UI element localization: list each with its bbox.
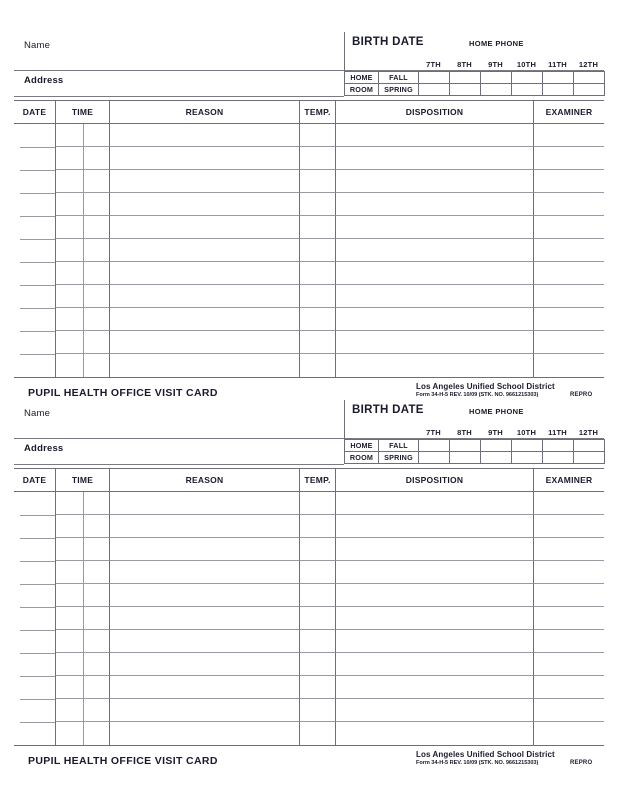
visit-cell-examiner[interactable] [534, 285, 604, 308]
visit-cell-time[interactable] [56, 285, 110, 308]
visit-cell-date[interactable] [14, 147, 56, 170]
visit-cell-disposition[interactable] [336, 147, 534, 170]
home-fall-row [345, 72, 605, 84]
visits-table-header [14, 469, 604, 492]
visit-cell-disposition[interactable] [336, 216, 534, 239]
visit-cell-date[interactable] [14, 308, 56, 331]
visit-cell-date[interactable] [14, 216, 56, 239]
visit-cell-examiner[interactable] [534, 262, 604, 285]
home-room-spring-12th[interactable] [574, 452, 605, 464]
visit-cell-reason[interactable] [110, 124, 300, 147]
visit-cell-examiner[interactable] [534, 170, 604, 193]
visit-cell-date[interactable] [14, 193, 56, 216]
home-phone-label: HOME PHONE [469, 407, 524, 416]
spring-label: SPRING [379, 84, 419, 96]
visit-cell-reason[interactable] [110, 538, 300, 561]
visit-cell-temp[interactable] [300, 584, 336, 607]
home-label: HOME [345, 440, 379, 452]
visit-cell-time[interactable] [56, 515, 110, 538]
table-row [14, 584, 604, 607]
visit-cell-disposition[interactable] [336, 653, 534, 676]
visits-table [14, 100, 604, 378]
visit-cell-time[interactable] [56, 561, 110, 584]
visit-cell-time[interactable] [56, 538, 110, 561]
table-row [14, 492, 604, 515]
visit-cell-reason[interactable] [110, 722, 300, 745]
visit-cell-disposition[interactable] [336, 262, 534, 285]
visit-card [14, 398, 604, 776]
grade-header-11th: 11TH [548, 60, 567, 69]
home-room-fall-8th[interactable] [450, 72, 481, 84]
home-room-spring-8th[interactable] [450, 84, 481, 96]
visit-cell-disposition[interactable] [336, 515, 534, 538]
visit-cell-time[interactable] [56, 216, 110, 239]
visit-cell-date[interactable] [14, 170, 56, 193]
visit-cell-examiner[interactable] [534, 699, 604, 722]
column-header-examiner: EXAMINER [545, 107, 593, 117]
identity-block [14, 30, 604, 100]
visits-table-body [14, 492, 604, 745]
birthdate-divider [344, 400, 345, 444]
visit-cell-reason[interactable] [110, 262, 300, 285]
visit-cell-date[interactable] [14, 538, 56, 561]
visit-cell-temp[interactable] [300, 262, 336, 285]
table-row [14, 630, 604, 653]
grade-header-row [418, 60, 604, 69]
visit-cell-disposition[interactable] [336, 699, 534, 722]
visit-cell-examiner[interactable] [534, 630, 604, 653]
visit-cell-time[interactable] [56, 262, 110, 285]
visit-cell-reason[interactable] [110, 699, 300, 722]
visit-cell-temp[interactable] [300, 492, 336, 515]
table-row [14, 331, 604, 354]
visit-cell-examiner[interactable] [534, 354, 604, 377]
home-room-grid [344, 439, 605, 464]
visit-cell-reason[interactable] [110, 676, 300, 699]
visit-cell-temp[interactable] [300, 538, 336, 561]
grade-header-12th: 12TH [578, 428, 599, 437]
visit-cell-time[interactable] [56, 653, 110, 676]
visit-cell-disposition[interactable] [336, 538, 534, 561]
visit-cell-time[interactable] [56, 607, 110, 630]
column-header-time: TIME [56, 101, 110, 123]
visit-cell-reason[interactable] [110, 584, 300, 607]
visit-cell-reason[interactable] [110, 216, 300, 239]
table-row [14, 124, 604, 147]
room-spring-row [345, 84, 605, 96]
home-room-fall-9th[interactable] [481, 440, 512, 452]
visit-cell-date[interactable] [14, 492, 56, 515]
home-room-spring-7th[interactable] [419, 84, 450, 96]
visit-cell-examiner[interactable] [534, 722, 604, 745]
visit-cell-disposition[interactable] [336, 331, 534, 354]
home-room-fall-10th[interactable] [512, 440, 543, 452]
visit-cell-examiner[interactable] [534, 331, 604, 354]
table-row [14, 676, 604, 699]
grade-header-10th: 10TH [516, 60, 537, 69]
home-room-spring-11th[interactable] [543, 452, 574, 464]
card-footer [14, 746, 604, 776]
home-room-spring-11th[interactable] [543, 84, 574, 96]
grade-header-7th: 7TH [426, 428, 441, 437]
visit-cell-examiner[interactable] [534, 239, 604, 262]
visit-cell-reason[interactable] [110, 285, 300, 308]
grade-header-row [418, 428, 604, 437]
visit-cell-disposition[interactable] [336, 308, 534, 331]
name-label: Name [24, 408, 51, 419]
visit-cell-examiner[interactable] [534, 538, 604, 561]
visit-cell-temp[interactable] [300, 676, 336, 699]
visit-cell-reason[interactable] [110, 308, 300, 331]
visits-table-body [14, 124, 604, 377]
table-row [14, 653, 604, 676]
visit-cell-temp[interactable] [300, 124, 336, 147]
visit-cell-disposition[interactable] [336, 676, 534, 699]
address-rule [14, 464, 344, 465]
birthdate-divider [344, 32, 345, 76]
visit-card [14, 30, 604, 408]
table-row [14, 239, 604, 262]
visit-cell-reason[interactable] [110, 354, 300, 377]
visit-cell-examiner[interactable] [534, 607, 604, 630]
visit-cell-disposition[interactable] [336, 193, 534, 216]
home-room-spring-10th[interactable] [512, 84, 543, 96]
table-row [14, 147, 604, 170]
visit-cell-time[interactable] [56, 354, 110, 377]
home-room-fall-7th[interactable] [419, 72, 450, 84]
visit-cell-time[interactable] [56, 331, 110, 354]
table-row [14, 515, 604, 538]
home-room-spring-9th[interactable] [481, 84, 512, 96]
column-header-reason: REASON [110, 469, 300, 491]
district-name: Los Angeles Unified School District [416, 382, 555, 391]
home-room-spring-10th[interactable] [512, 452, 543, 464]
table-row [14, 193, 604, 216]
visit-cell-date[interactable] [14, 561, 56, 584]
visit-cell-examiner[interactable] [534, 676, 604, 699]
visit-cell-reason[interactable] [110, 561, 300, 584]
visit-cell-reason[interactable] [110, 239, 300, 262]
visit-cell-disposition[interactable] [336, 239, 534, 262]
home-label: HOME [345, 72, 379, 84]
visit-cell-examiner[interactable] [534, 308, 604, 331]
visit-cell-time[interactable] [56, 722, 110, 745]
column-header-examiner: EXAMINER [545, 475, 593, 485]
visit-cell-disposition[interactable] [336, 584, 534, 607]
visit-cell-date[interactable] [14, 285, 56, 308]
visit-cell-disposition[interactable] [336, 561, 534, 584]
table-row [14, 538, 604, 561]
home-room-fall-12th[interactable] [574, 440, 605, 452]
home-room-fall-12th[interactable] [574, 72, 605, 84]
visit-cell-time[interactable] [56, 239, 110, 262]
grade-header-10th: 10TH [516, 428, 537, 437]
visit-cell-disposition[interactable] [336, 722, 534, 745]
visit-cell-date[interactable] [14, 722, 56, 745]
visit-cell-disposition[interactable] [336, 354, 534, 377]
visit-cell-time[interactable] [56, 676, 110, 699]
visit-cell-reason[interactable] [110, 331, 300, 354]
home-room-grid [344, 71, 605, 96]
home-room-fall-9th[interactable] [481, 72, 512, 84]
visit-cell-examiner[interactable] [534, 124, 604, 147]
visit-cell-time[interactable] [56, 170, 110, 193]
spring-label: SPRING [379, 452, 419, 464]
visit-cell-temp[interactable] [300, 354, 336, 377]
visit-cell-disposition[interactable] [336, 124, 534, 147]
column-header-disposition: DISPOSITION [336, 101, 534, 123]
repro-label: REPRO [570, 392, 593, 398]
visit-cell-date[interactable] [14, 354, 56, 377]
home-phone-label: HOME PHONE [469, 39, 524, 48]
visit-cell-reason[interactable] [110, 193, 300, 216]
room-spring-row [345, 452, 605, 464]
address-label: Address [24, 75, 64, 86]
visit-cell-disposition[interactable] [336, 285, 534, 308]
form-number: Form 34-H-5 REV. 10/09 (STK. NO. 9661215303) [416, 760, 539, 766]
room-label: ROOM [345, 84, 379, 96]
visit-cell-temp[interactable] [300, 147, 336, 170]
visit-cell-time[interactable] [56, 699, 110, 722]
home-room-spring-8th[interactable] [450, 452, 481, 464]
visit-cell-reason[interactable] [110, 630, 300, 653]
visit-cell-examiner[interactable] [534, 147, 604, 170]
home-room-fall-11th[interactable] [543, 72, 574, 84]
grade-header-8th: 8TH [457, 428, 472, 437]
visit-cell-temp[interactable] [300, 308, 336, 331]
district-name: Los Angeles Unified School District [416, 750, 555, 759]
visit-cell-time[interactable] [56, 147, 110, 170]
home-fall-row [345, 440, 605, 452]
visit-cell-temp[interactable] [300, 515, 336, 538]
visit-cell-reason[interactable] [110, 653, 300, 676]
visit-cell-temp[interactable] [300, 561, 336, 584]
grade-header-9th: 9TH [488, 60, 503, 69]
table-row [14, 285, 604, 308]
visit-cell-examiner[interactable] [534, 515, 604, 538]
home-room-fall-7th[interactable] [419, 440, 450, 452]
form-title: PUPIL HEALTH OFFICE VISIT CARD [28, 387, 218, 399]
home-room-spring-12th[interactable] [574, 84, 605, 96]
table-row [14, 262, 604, 285]
table-row [14, 699, 604, 722]
grade-header-11th: 11TH [548, 428, 567, 437]
visit-cell-temp[interactable] [300, 630, 336, 653]
visit-cell-date[interactable] [14, 584, 56, 607]
birth-date-label: BIRTH DATE [352, 404, 424, 416]
visit-cell-temp[interactable] [300, 699, 336, 722]
visit-cell-time[interactable] [56, 492, 110, 515]
visit-cell-time[interactable] [56, 584, 110, 607]
visit-cell-disposition[interactable] [336, 607, 534, 630]
grade-header-8th: 8TH [457, 60, 472, 69]
column-header-date: DATE [14, 469, 56, 491]
visit-cell-temp[interactable] [300, 331, 336, 354]
visit-cell-disposition[interactable] [336, 492, 534, 515]
visit-cell-temp[interactable] [300, 216, 336, 239]
visit-cell-examiner[interactable] [534, 561, 604, 584]
visit-cell-examiner[interactable] [534, 653, 604, 676]
table-row [14, 607, 604, 630]
address-rule [14, 96, 344, 97]
visit-cell-reason[interactable] [110, 515, 300, 538]
visit-cell-date[interactable] [14, 676, 56, 699]
visit-cell-date[interactable] [14, 262, 56, 285]
visit-cell-reason[interactable] [110, 147, 300, 170]
visit-cell-reason[interactable] [110, 170, 300, 193]
visit-cell-temp[interactable] [300, 607, 336, 630]
visit-cell-date[interactable] [14, 331, 56, 354]
visit-cell-disposition[interactable] [336, 630, 534, 653]
visit-cell-date[interactable] [14, 630, 56, 653]
visit-cell-date[interactable] [14, 515, 56, 538]
table-row [14, 354, 604, 377]
visit-cell-time[interactable] [56, 124, 110, 147]
table-row [14, 722, 604, 745]
visit-cell-date[interactable] [14, 653, 56, 676]
visit-cell-date[interactable] [14, 699, 56, 722]
table-row [14, 308, 604, 331]
visit-cell-time[interactable] [56, 193, 110, 216]
column-header-date: DATE [14, 101, 56, 123]
home-room-fall-11th[interactable] [543, 440, 574, 452]
visit-cell-date[interactable] [14, 607, 56, 630]
room-label: ROOM [345, 452, 379, 464]
visit-cell-examiner[interactable] [534, 492, 604, 515]
grade-header-12th: 12TH [578, 60, 599, 69]
home-room-spring-9th[interactable] [481, 452, 512, 464]
column-header-disposition: DISPOSITION [336, 469, 534, 491]
home-room-fall-10th[interactable] [512, 72, 543, 84]
visit-cell-time[interactable] [56, 630, 110, 653]
column-header-temp: TEMP. [300, 469, 336, 491]
visit-cell-reason[interactable] [110, 492, 300, 515]
visit-cell-date[interactable] [14, 124, 56, 147]
address-label: Address [24, 443, 64, 454]
column-header-reason: REASON [110, 101, 300, 123]
grade-header-7th: 7TH [426, 60, 441, 69]
form-number: Form 34-H-5 REV. 10/09 (STK. NO. 9661215303) [416, 392, 539, 398]
home-room-fall-8th[interactable] [450, 440, 481, 452]
identity-block [14, 398, 604, 468]
visit-cell-temp[interactable] [300, 285, 336, 308]
table-row [14, 216, 604, 239]
visit-cell-time[interactable] [56, 308, 110, 331]
visit-cell-temp[interactable] [300, 653, 336, 676]
repro-label: REPRO [570, 760, 593, 766]
visit-cell-examiner[interactable] [534, 584, 604, 607]
fall-label: FALL [379, 72, 419, 84]
fall-label: FALL [379, 440, 419, 452]
table-row [14, 170, 604, 193]
visit-cell-date[interactable] [14, 239, 56, 262]
column-header-temp: TEMP. [300, 101, 336, 123]
visit-cell-examiner[interactable] [534, 193, 604, 216]
visit-cell-temp[interactable] [300, 722, 336, 745]
visits-table [14, 468, 604, 746]
birth-date-label: BIRTH DATE [352, 36, 424, 48]
home-room-spring-7th[interactable] [419, 452, 450, 464]
visits-table-header [14, 101, 604, 124]
visit-cell-temp[interactable] [300, 239, 336, 262]
column-header-time: TIME [56, 469, 110, 491]
table-row [14, 561, 604, 584]
grade-header-9th: 9TH [488, 428, 503, 437]
name-label: Name [24, 40, 51, 51]
visit-cell-temp[interactable] [300, 170, 336, 193]
visit-cell-reason[interactable] [110, 607, 300, 630]
form-title: PUPIL HEALTH OFFICE VISIT CARD [28, 755, 218, 767]
visit-cell-disposition[interactable] [336, 170, 534, 193]
visit-cell-examiner[interactable] [534, 216, 604, 239]
visit-cell-temp[interactable] [300, 193, 336, 216]
